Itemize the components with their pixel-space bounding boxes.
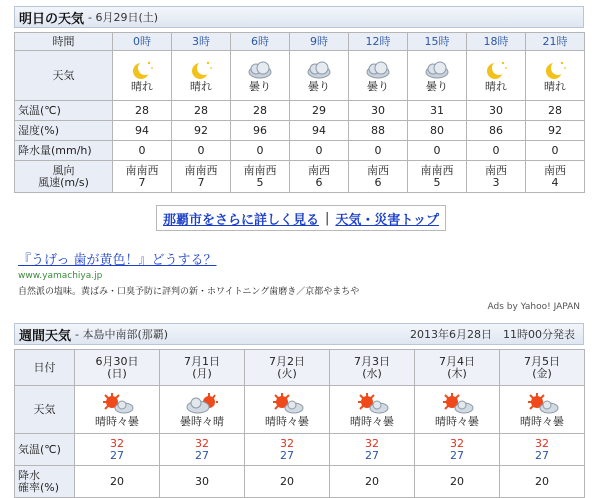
weekly-weather-label: 天気 bbox=[15, 386, 75, 434]
day-weather: 晴時々曇 bbox=[350, 414, 394, 428]
day-high: 32 bbox=[365, 436, 379, 450]
day-weather-cell bbox=[75, 386, 160, 434]
cloud-sun-icon bbox=[185, 392, 219, 416]
hour-wind-dir: 南南西 bbox=[420, 163, 454, 177]
sun-cloud-icon bbox=[270, 392, 304, 416]
day-date bbox=[415, 350, 500, 386]
hour-precip: 0 bbox=[467, 141, 526, 161]
day-dow: (月) bbox=[192, 366, 212, 380]
day-date-text: 7月3日 bbox=[354, 354, 390, 368]
rain-label bbox=[15, 466, 75, 498]
hour-precip: 0 bbox=[526, 141, 585, 161]
weekly-region: - 本島中南部(那覇) bbox=[75, 328, 169, 341]
moon-icon bbox=[129, 59, 155, 81]
hour-time: 0時 bbox=[113, 33, 172, 51]
date-label: 日付 bbox=[15, 350, 75, 386]
hourly-precip-row bbox=[15, 141, 585, 161]
weather-top-link[interactable]: 天気・災害トップ bbox=[335, 212, 440, 228]
hour-precip: 0 bbox=[290, 141, 349, 161]
hour-weather: 曇り bbox=[367, 79, 389, 93]
day-temp bbox=[160, 434, 245, 466]
hour-wind-speed: 7 bbox=[138, 175, 146, 189]
precip-label: 降水量(mm/h) bbox=[15, 141, 113, 161]
day-rain: 30 bbox=[160, 466, 245, 498]
moon-icon bbox=[483, 59, 509, 81]
hour-wind bbox=[290, 161, 349, 193]
hour-weather-cell bbox=[172, 51, 231, 101]
hour-time: 12時 bbox=[349, 33, 408, 51]
hour-wind-speed: 5 bbox=[256, 175, 264, 189]
day-high: 32 bbox=[280, 436, 294, 450]
hour-humidity: 86 bbox=[467, 121, 526, 141]
rain-label-a: 降水 bbox=[18, 468, 40, 482]
hour-weather-cell bbox=[290, 51, 349, 101]
hour-wind bbox=[349, 161, 408, 193]
hour-wind bbox=[526, 161, 585, 193]
day-low: 27 bbox=[450, 448, 464, 462]
hour-temp: 28 bbox=[172, 101, 231, 121]
hour-temp: 31 bbox=[408, 101, 467, 121]
hour-temp: 29 bbox=[290, 101, 349, 121]
hour-wind bbox=[172, 161, 231, 193]
day-weather: 曇時々晴 bbox=[180, 414, 224, 428]
day-weather: 晴時々曇 bbox=[95, 414, 139, 428]
day-high: 32 bbox=[110, 436, 124, 450]
hour-weather-cell bbox=[408, 51, 467, 101]
hour-weather-cell bbox=[467, 51, 526, 101]
moon-icon bbox=[188, 59, 214, 81]
day-high: 32 bbox=[195, 436, 209, 450]
hour-temp: 28 bbox=[113, 101, 172, 121]
hour-wind bbox=[467, 161, 526, 193]
weekly-title: 週間天気 bbox=[19, 328, 72, 344]
hour-time: 15時 bbox=[408, 33, 467, 51]
hour-weather: 晴れ bbox=[190, 79, 212, 93]
day-low: 27 bbox=[280, 448, 294, 462]
hour-weather-cell bbox=[526, 51, 585, 101]
hourly-temp-row bbox=[15, 101, 585, 121]
day-dow: (日) bbox=[107, 366, 127, 380]
hour-wind-dir: 南西 bbox=[367, 163, 389, 177]
hour-weather: 晴れ bbox=[544, 79, 566, 93]
hourly-table bbox=[14, 32, 585, 193]
hour-precip: 0 bbox=[408, 141, 467, 161]
day-date-text: 7月4日 bbox=[439, 354, 475, 368]
weekly-temp-label: 気温(℃) bbox=[15, 434, 75, 466]
hour-temp: 28 bbox=[231, 101, 290, 121]
day-weather: 晴時々曇 bbox=[520, 414, 564, 428]
hour-wind-dir: 南南西 bbox=[125, 163, 159, 177]
day-high: 32 bbox=[535, 436, 549, 450]
day-low: 27 bbox=[195, 448, 209, 462]
day-temp bbox=[500, 434, 585, 466]
hour-time: 9時 bbox=[290, 33, 349, 51]
sun-cloud-icon bbox=[440, 392, 474, 416]
cloud-icon bbox=[364, 59, 392, 81]
hour-wind-dir: 南南西 bbox=[184, 163, 218, 177]
ad-url[interactable]: www.yamachiya.jp bbox=[18, 271, 103, 281]
hour-time: 18時 bbox=[467, 33, 526, 51]
hour-humidity: 96 bbox=[231, 121, 290, 141]
day-date bbox=[330, 350, 415, 386]
weekly-header bbox=[14, 323, 584, 345]
sun-cloud-icon bbox=[525, 392, 559, 416]
hour-wind bbox=[231, 161, 290, 193]
hour-precip: 0 bbox=[349, 141, 408, 161]
hour-temp: 30 bbox=[349, 101, 408, 121]
wind-dir-label: 風向 bbox=[52, 163, 75, 177]
hourly-time-row bbox=[15, 33, 585, 51]
hour-humidity: 88 bbox=[349, 121, 408, 141]
day-date bbox=[160, 350, 245, 386]
ad-description: 自然派の塩味。黄ばみ・口臭予防に評判の新・ホワイトニング歯磨き／京都やまちや bbox=[18, 287, 360, 297]
day-rain: 20 bbox=[75, 466, 160, 498]
hour-wind bbox=[113, 161, 172, 193]
day-dow: (木) bbox=[447, 366, 467, 380]
hour-wind-dir: 南西 bbox=[544, 163, 566, 177]
tomorrow-header bbox=[14, 6, 584, 28]
day-weather: 晴時々曇 bbox=[265, 414, 309, 428]
hour-weather: 曇り bbox=[308, 79, 330, 93]
day-dow: (火) bbox=[277, 366, 297, 380]
hour-humidity: 94 bbox=[290, 121, 349, 141]
day-weather-cell bbox=[245, 386, 330, 434]
hour-time: 6時 bbox=[231, 33, 290, 51]
hour-wind-speed: 4 bbox=[551, 175, 559, 189]
day-rain: 20 bbox=[245, 466, 330, 498]
hour-wind-dir: 南西 bbox=[485, 163, 507, 177]
day-rain: 20 bbox=[500, 466, 585, 498]
day-rain: 20 bbox=[330, 466, 415, 498]
temp-label: 気温(℃) bbox=[15, 101, 113, 121]
hour-humidity: 80 bbox=[408, 121, 467, 141]
weekly-temp-row bbox=[15, 434, 585, 466]
moon-icon bbox=[542, 59, 568, 81]
hour-humidity: 92 bbox=[526, 121, 585, 141]
cloud-icon bbox=[423, 59, 451, 81]
hour-weather-cell bbox=[349, 51, 408, 101]
wind-label bbox=[15, 161, 113, 193]
hour-weather: 晴れ bbox=[485, 79, 507, 93]
hour-wind-dir: 南南西 bbox=[243, 163, 277, 177]
day-dow: (金) bbox=[532, 366, 552, 380]
hour-wind-speed: 6 bbox=[374, 175, 382, 189]
hour-humidity: 94 bbox=[113, 121, 172, 141]
hour-wind-dir: 南西 bbox=[308, 163, 330, 177]
day-rain: 20 bbox=[415, 466, 500, 498]
hour-time: 21時 bbox=[526, 33, 585, 51]
day-temp bbox=[330, 434, 415, 466]
detail-link[interactable]: 那覇市をさらに詳しく見る bbox=[162, 212, 319, 228]
links-box bbox=[156, 205, 446, 231]
day-low: 27 bbox=[110, 448, 124, 462]
hour-precip: 0 bbox=[113, 141, 172, 161]
ad-block bbox=[18, 249, 359, 297]
weekly-weather-row bbox=[15, 386, 585, 434]
time-label: 時間 bbox=[15, 33, 113, 51]
day-temp bbox=[75, 434, 160, 466]
day-high: 32 bbox=[450, 436, 464, 450]
weather-label: 天気 bbox=[15, 51, 113, 101]
links-separator: | bbox=[325, 210, 330, 226]
hour-temp: 28 bbox=[526, 101, 585, 121]
hour-precip: 0 bbox=[172, 141, 231, 161]
day-weather-cell bbox=[330, 386, 415, 434]
hour-weather: 曇り bbox=[249, 79, 271, 93]
hour-wind-speed: 6 bbox=[315, 175, 323, 189]
hourly-wind-row bbox=[15, 161, 585, 193]
day-date bbox=[245, 350, 330, 386]
day-date-text: 7月2日 bbox=[269, 354, 305, 368]
tomorrow-date: - 6月29日(土) bbox=[88, 11, 159, 24]
hour-weather: 晴れ bbox=[131, 79, 153, 93]
day-date bbox=[500, 350, 585, 386]
hourly-weather-row bbox=[15, 51, 585, 101]
hour-wind-speed: 5 bbox=[433, 175, 441, 189]
day-temp bbox=[245, 434, 330, 466]
hour-precip: 0 bbox=[231, 141, 290, 161]
day-low: 27 bbox=[365, 448, 379, 462]
sun-cloud-icon bbox=[355, 392, 389, 416]
humidity-label: 湿度(%) bbox=[15, 121, 113, 141]
ad-title-link[interactable]: 『うげっ 歯が黄色！』どうする？ bbox=[18, 253, 217, 268]
wind-speed-label: 風速(m/s) bbox=[38, 175, 89, 189]
day-weather-cell bbox=[415, 386, 500, 434]
hourly-humidity-row bbox=[15, 121, 585, 141]
ads-by-label: Ads by Yahoo! JAPAN bbox=[487, 302, 580, 312]
hour-weather: 曇り bbox=[426, 79, 448, 93]
hour-time: 3時 bbox=[172, 33, 231, 51]
hour-wind-speed: 3 bbox=[492, 175, 500, 189]
weekly-issued: 2013年6月28日 11時00分発表 bbox=[410, 328, 575, 341]
sun-cloud-icon bbox=[100, 392, 134, 416]
cloud-icon bbox=[305, 59, 333, 81]
hour-humidity: 92 bbox=[172, 121, 231, 141]
weekly-table bbox=[14, 349, 585, 498]
tomorrow-title: 明日の天気 bbox=[19, 11, 85, 27]
hour-weather-cell bbox=[113, 51, 172, 101]
day-low: 27 bbox=[535, 448, 549, 462]
hour-weather-cell bbox=[231, 51, 290, 101]
hour-wind-speed: 7 bbox=[197, 175, 205, 189]
day-dow: (水) bbox=[362, 366, 382, 380]
day-date-text: 7月5日 bbox=[524, 354, 560, 368]
hour-wind bbox=[408, 161, 467, 193]
cloud-icon bbox=[246, 59, 274, 81]
day-date bbox=[75, 350, 160, 386]
weekly-rain-row bbox=[15, 466, 585, 498]
day-date-text: 6月30日 bbox=[95, 354, 139, 368]
hour-temp: 30 bbox=[467, 101, 526, 121]
rain-label-b: 確率(%) bbox=[18, 480, 60, 494]
day-temp bbox=[415, 434, 500, 466]
day-weather-cell bbox=[160, 386, 245, 434]
day-date-text: 7月1日 bbox=[184, 354, 220, 368]
day-weather: 晴時々曇 bbox=[435, 414, 479, 428]
day-weather-cell bbox=[500, 386, 585, 434]
weekly-date-row bbox=[15, 350, 585, 386]
